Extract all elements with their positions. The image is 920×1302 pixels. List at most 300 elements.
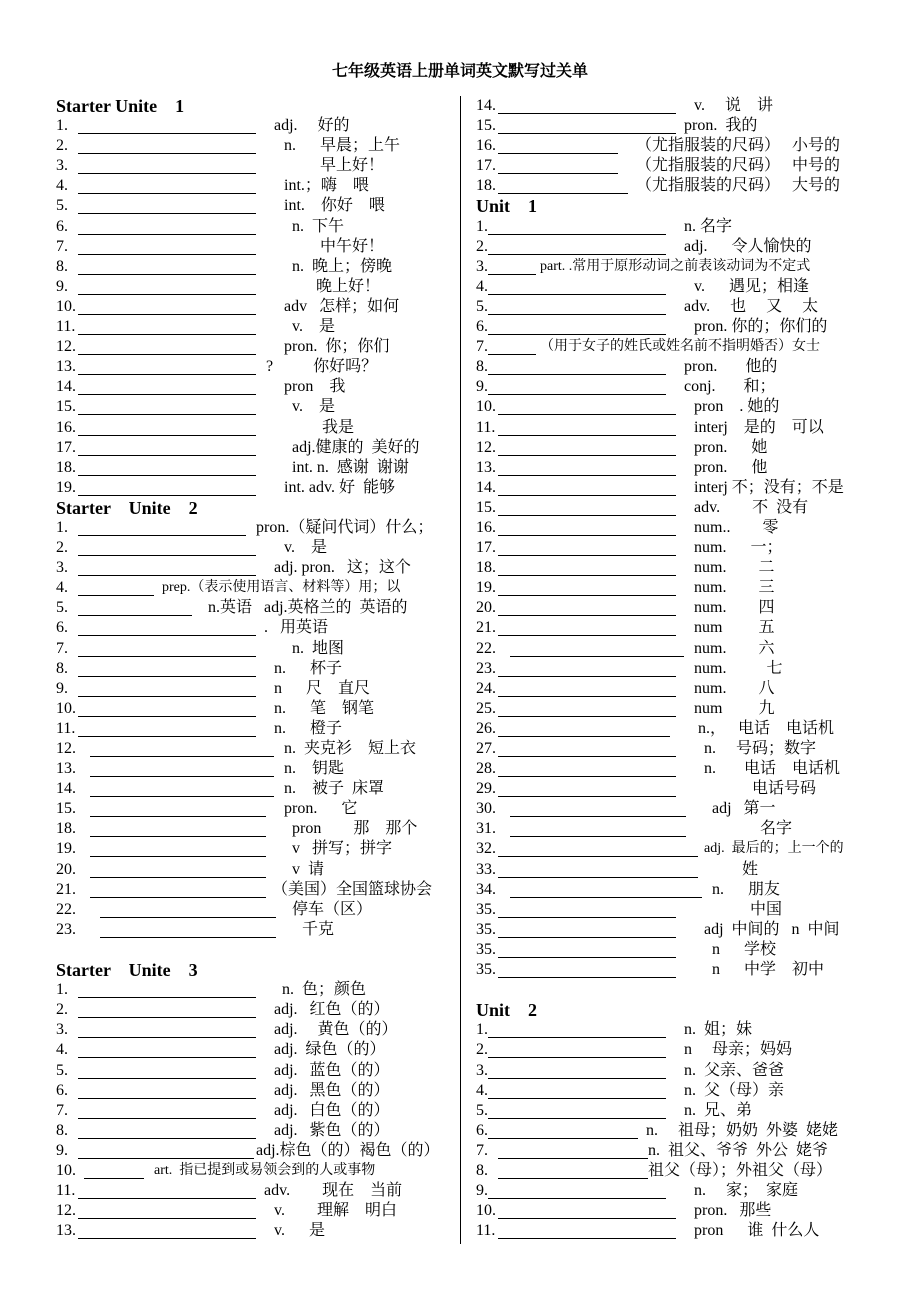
vocab-row bbox=[476, 538, 896, 558]
item-number: 10. bbox=[476, 398, 496, 416]
answer-blank[interactable] bbox=[84, 1164, 144, 1179]
answer-blank[interactable] bbox=[498, 99, 676, 114]
answer-blank[interactable] bbox=[90, 863, 266, 878]
answer-blank[interactable] bbox=[498, 159, 618, 174]
item-number: 4. bbox=[56, 177, 68, 195]
answer-blank[interactable] bbox=[510, 642, 684, 657]
answer-blank[interactable] bbox=[498, 1204, 676, 1219]
definition: n 母亲；妈妈 bbox=[684, 1041, 793, 1059]
definition: adj. 最后的；上一个的 bbox=[704, 841, 844, 857]
page-title: 七年级英语上册单词英文默写过关单 bbox=[331, 63, 588, 80]
answer-blank[interactable] bbox=[78, 1184, 256, 1199]
vocab-row bbox=[56, 478, 454, 498]
answer-blank[interactable] bbox=[78, 340, 256, 355]
answer-blank[interactable] bbox=[498, 119, 676, 134]
answer-blank[interactable] bbox=[78, 983, 256, 998]
definition: n. 祖母；奶奶 外婆 姥姥 bbox=[646, 1121, 839, 1139]
answer-blank[interactable] bbox=[78, 1064, 256, 1079]
answer-blank[interactable] bbox=[488, 240, 666, 255]
item-number: 12. bbox=[56, 1202, 76, 1220]
answer-blank[interactable] bbox=[498, 139, 618, 154]
item-number: 12. bbox=[56, 740, 76, 757]
item-number: 15. bbox=[476, 498, 496, 516]
section-spacer bbox=[476, 980, 896, 1000]
answer-blank[interactable] bbox=[78, 320, 256, 335]
answer-blank[interactable] bbox=[100, 923, 276, 938]
vocab-row bbox=[476, 679, 896, 699]
vocab-row bbox=[56, 1181, 454, 1201]
definition: pron.（疑问代词）什么； bbox=[256, 518, 434, 536]
vocab-row bbox=[476, 1061, 896, 1081]
vocab-row bbox=[56, 980, 454, 1000]
answer-blank[interactable] bbox=[498, 702, 676, 717]
answer-blank[interactable] bbox=[78, 561, 256, 576]
answer-blank[interactable] bbox=[100, 903, 276, 918]
answer-blank[interactable] bbox=[78, 1224, 256, 1239]
item-number: 7. bbox=[56, 639, 68, 657]
definition: num. 二 bbox=[694, 559, 775, 577]
vocab-row bbox=[56, 1040, 454, 1060]
item-number: 12. bbox=[56, 338, 76, 356]
definition: art. 指已提到或易领会到的人或事物 bbox=[154, 1162, 376, 1178]
definition: num. 四 bbox=[694, 599, 775, 617]
vocab-row bbox=[56, 839, 454, 859]
vocab-row bbox=[476, 237, 896, 257]
item-number: 3. bbox=[476, 1061, 488, 1079]
definition: adj. 蓝色（的） bbox=[274, 1061, 390, 1079]
answer-blank[interactable] bbox=[78, 682, 256, 697]
vocab-row bbox=[56, 458, 454, 478]
vocab-row bbox=[476, 418, 896, 438]
answer-blank[interactable] bbox=[90, 822, 266, 837]
answer-blank[interactable] bbox=[498, 762, 676, 777]
definition: adj. 白色（的） bbox=[274, 1101, 390, 1119]
answer-blank[interactable] bbox=[78, 601, 192, 616]
item-number: 16. bbox=[476, 137, 496, 155]
definition: v. 说 讲 bbox=[694, 97, 773, 114]
answer-blank[interactable] bbox=[510, 883, 702, 898]
item-number: 14. bbox=[476, 478, 496, 496]
definition: num 九 bbox=[694, 699, 775, 717]
answer-blank[interactable] bbox=[498, 421, 676, 436]
definition: num. 一； bbox=[694, 539, 783, 557]
answer-blank[interactable] bbox=[498, 863, 698, 878]
answer-blank[interactable] bbox=[78, 380, 256, 395]
definition: n. 橙子 bbox=[274, 719, 343, 737]
answer-blank[interactable] bbox=[498, 481, 676, 496]
answer-blank[interactable] bbox=[488, 220, 666, 235]
definition: n. 笔 钢笔 bbox=[274, 699, 375, 717]
definition: num.. 零 bbox=[694, 518, 779, 536]
answer-blank[interactable] bbox=[498, 461, 676, 476]
vocab-row bbox=[476, 880, 896, 900]
answer-blank[interactable] bbox=[498, 722, 670, 737]
vocab-row bbox=[476, 1101, 896, 1121]
definition: （尤指服装的尺码） 大号的 bbox=[636, 177, 841, 195]
definition: n 学校 bbox=[712, 940, 777, 958]
answer-blank[interactable] bbox=[78, 119, 256, 134]
answer-blank[interactable] bbox=[498, 621, 676, 636]
definition: n. 朋友 bbox=[712, 880, 781, 898]
answer-blank[interactable] bbox=[78, 1104, 256, 1119]
definition: pron. 你的；你们的 bbox=[694, 318, 828, 336]
item-number: 9. bbox=[56, 679, 68, 697]
answer-blank[interactable] bbox=[78, 441, 256, 456]
item-number: 20. bbox=[56, 860, 76, 878]
vocab-row bbox=[56, 116, 454, 136]
answer-blank[interactable] bbox=[488, 1124, 638, 1139]
vocab-row bbox=[56, 1161, 454, 1181]
vocab-row bbox=[56, 799, 454, 819]
definition: adj. 黑色（的） bbox=[274, 1081, 390, 1099]
definition: adj. pron. 这；这个 bbox=[274, 559, 411, 577]
definition: v. 理解 明白 bbox=[274, 1202, 397, 1220]
definition: n. 父（母）亲 bbox=[684, 1081, 785, 1099]
item-number: 9. bbox=[476, 1182, 488, 1200]
definition: part. .常用于原形动词之前表该动词为不定式 bbox=[540, 258, 811, 274]
definition: 晚上好！ bbox=[316, 277, 381, 295]
answer-blank[interactable] bbox=[78, 541, 256, 556]
answer-blank[interactable] bbox=[90, 762, 274, 777]
answer-blank[interactable] bbox=[78, 220, 256, 235]
vocab-row bbox=[56, 1141, 454, 1161]
definition: . 用英语 bbox=[264, 619, 329, 637]
definition: n. 家； 家庭 bbox=[694, 1182, 799, 1200]
vocab-row bbox=[56, 618, 454, 638]
vocab-row bbox=[476, 377, 896, 397]
item-number: 8. bbox=[476, 1161, 488, 1179]
vocab-row bbox=[56, 679, 454, 699]
answer-blank[interactable] bbox=[498, 501, 676, 516]
answer-blank[interactable] bbox=[488, 380, 666, 395]
item-number: 8. bbox=[56, 1121, 68, 1139]
item-number: 5. bbox=[476, 1101, 488, 1119]
item-number: 13. bbox=[56, 1222, 76, 1240]
vocab-row bbox=[56, 196, 454, 216]
definition: adj 第一 bbox=[712, 800, 776, 818]
item-number: 11. bbox=[476, 418, 496, 436]
vocab-row bbox=[56, 1061, 454, 1081]
answer-blank[interactable] bbox=[78, 1124, 256, 1139]
vocab-row bbox=[56, 297, 454, 317]
definition: v. 是 bbox=[292, 318, 335, 336]
answer-blank[interactable] bbox=[488, 1064, 666, 1079]
definition: v 请 bbox=[292, 860, 325, 878]
definition: num. 三 bbox=[694, 579, 775, 597]
vocab-row bbox=[476, 478, 896, 498]
answer-blank[interactable] bbox=[498, 581, 676, 596]
definition: conj. 和； bbox=[684, 378, 776, 396]
item-number: 33. bbox=[476, 860, 496, 878]
item-number: 7. bbox=[56, 1101, 68, 1119]
answer-blank[interactable] bbox=[498, 1144, 648, 1159]
answer-blank[interactable] bbox=[498, 943, 676, 958]
vocab-row bbox=[56, 277, 454, 297]
item-number: 18. bbox=[56, 458, 76, 476]
answer-blank[interactable] bbox=[488, 260, 536, 275]
answer-blank[interactable] bbox=[498, 742, 676, 757]
item-number: 11. bbox=[56, 719, 76, 737]
definition: adj.棕色（的）褐色（的） bbox=[256, 1141, 440, 1159]
definition: （尤指服装的尺码） 小号的 bbox=[636, 137, 841, 155]
vocab-row bbox=[476, 317, 896, 337]
answer-blank[interactable] bbox=[498, 400, 676, 415]
item-number: 3. bbox=[56, 559, 68, 577]
vocab-row bbox=[476, 357, 896, 377]
item-number: 5. bbox=[56, 599, 68, 617]
item-number: 21. bbox=[56, 880, 76, 898]
definition: n. 祖父、爷爷 外公 姥爷 bbox=[648, 1141, 829, 1159]
vocab-row bbox=[56, 397, 454, 417]
vocab-row bbox=[476, 819, 896, 839]
answer-blank[interactable] bbox=[498, 179, 628, 194]
answer-blank[interactable] bbox=[78, 1023, 256, 1038]
vocab-row bbox=[476, 96, 896, 116]
vocab-row bbox=[56, 578, 454, 598]
answer-blank[interactable] bbox=[78, 1043, 256, 1058]
item-number: 10. bbox=[56, 297, 76, 315]
item-number: 15. bbox=[56, 800, 76, 818]
definition: pron. 你；你们 bbox=[284, 338, 390, 356]
answer-blank[interactable] bbox=[78, 179, 256, 194]
section-heading: Unit 1 bbox=[476, 196, 538, 217]
answer-blank[interactable] bbox=[488, 320, 666, 335]
item-number: 17. bbox=[476, 157, 496, 175]
vocab-row bbox=[56, 237, 454, 257]
item-number: 25. bbox=[476, 699, 496, 717]
vocab-row bbox=[476, 438, 896, 458]
answer-blank[interactable] bbox=[78, 461, 256, 476]
answer-blank[interactable] bbox=[78, 581, 154, 596]
vocab-row bbox=[476, 217, 896, 237]
vocab-row bbox=[56, 257, 454, 277]
definition: 名字 bbox=[760, 820, 793, 838]
definition: pron. 他的 bbox=[684, 358, 778, 376]
definition: 停车（区） bbox=[292, 900, 373, 918]
answer-blank[interactable] bbox=[78, 1204, 256, 1219]
answer-blank[interactable] bbox=[498, 842, 698, 857]
vocab-row bbox=[56, 920, 454, 940]
definition: prep.（表示使用语言、材料等）用；以 bbox=[162, 580, 401, 596]
item-number: 2. bbox=[476, 237, 488, 255]
answer-blank[interactable] bbox=[90, 883, 266, 898]
answer-blank[interactable] bbox=[498, 441, 676, 456]
item-number: 11. bbox=[56, 1182, 76, 1200]
item-number: 5. bbox=[56, 197, 68, 215]
item-number: 11. bbox=[56, 318, 76, 336]
definition: pron . 她的 bbox=[694, 398, 780, 416]
answer-blank[interactable] bbox=[78, 702, 256, 717]
item-number: 6. bbox=[476, 318, 488, 336]
definition: 千克 bbox=[302, 920, 335, 938]
vocab-row bbox=[476, 277, 896, 297]
answer-blank[interactable] bbox=[510, 802, 686, 817]
answer-blank[interactable] bbox=[78, 240, 256, 255]
vocab-row bbox=[56, 819, 454, 839]
item-number: 27. bbox=[476, 740, 496, 757]
answer-blank[interactable] bbox=[498, 561, 676, 576]
answer-blank[interactable] bbox=[498, 1224, 676, 1239]
definition: int. adv. 好 能够 bbox=[284, 478, 395, 496]
answer-blank[interactable] bbox=[78, 662, 256, 677]
item-number: 9. bbox=[476, 378, 488, 396]
answer-blank[interactable] bbox=[78, 481, 256, 496]
answer-blank[interactable] bbox=[498, 923, 676, 938]
definition: pron 谁 什么人 bbox=[694, 1222, 820, 1240]
definition: n. 下午 bbox=[292, 217, 345, 235]
item-number: 19. bbox=[476, 579, 496, 597]
item-number: 13. bbox=[56, 358, 76, 376]
answer-blank[interactable] bbox=[78, 421, 256, 436]
answer-blank[interactable] bbox=[488, 1184, 666, 1199]
item-number: 20. bbox=[476, 599, 496, 617]
answer-blank[interactable] bbox=[90, 742, 274, 757]
vocab-row bbox=[476, 458, 896, 478]
vocab-row bbox=[476, 799, 896, 819]
definition: adj.健康的 美好的 bbox=[292, 438, 420, 456]
vocab-row bbox=[476, 659, 896, 679]
answer-blank[interactable] bbox=[78, 159, 256, 174]
definition: n. 电话 电话机 bbox=[704, 760, 841, 778]
definition: n. 父亲、爸爸 bbox=[684, 1061, 785, 1079]
vocab-row bbox=[56, 438, 454, 458]
definition: ? 你好吗？ bbox=[266, 358, 378, 376]
answer-blank[interactable] bbox=[78, 280, 256, 295]
item-number: 10. bbox=[476, 1202, 496, 1220]
item-number: 6. bbox=[56, 217, 68, 235]
answer-blank[interactable] bbox=[488, 360, 666, 375]
vocab-row bbox=[476, 1141, 896, 1161]
vocab-row bbox=[476, 699, 896, 719]
definition: adv 怎样；如何 bbox=[284, 297, 400, 315]
item-number: 28. bbox=[476, 760, 496, 778]
answer-blank[interactable] bbox=[488, 340, 536, 355]
definition: pron. 他 bbox=[694, 458, 768, 476]
vocab-row bbox=[56, 357, 454, 377]
item-number: 22. bbox=[56, 900, 76, 918]
vocab-row bbox=[476, 900, 896, 920]
definition: adj. 红色（的） bbox=[274, 1001, 390, 1019]
vocab-row bbox=[476, 1221, 896, 1241]
item-number: 35. bbox=[476, 920, 496, 938]
definition: num. 六 bbox=[694, 639, 775, 657]
answer-blank[interactable] bbox=[510, 822, 686, 837]
item-number: 18. bbox=[476, 559, 496, 577]
item-number: 14. bbox=[56, 780, 76, 798]
answer-blank[interactable] bbox=[78, 300, 256, 315]
answer-blank[interactable] bbox=[498, 601, 676, 616]
answer-blank[interactable] bbox=[488, 1104, 666, 1119]
item-number: 6. bbox=[56, 1081, 68, 1099]
item-number: 35. bbox=[476, 961, 496, 979]
answer-blank[interactable] bbox=[78, 722, 256, 737]
answer-blank[interactable] bbox=[488, 280, 666, 295]
definition: interj 不；没有；不是 bbox=[694, 478, 844, 496]
answer-blank[interactable] bbox=[498, 903, 676, 918]
vocab-row bbox=[56, 598, 454, 618]
definition: v. 遇见；相逢 bbox=[694, 277, 809, 295]
item-number: 6. bbox=[56, 619, 68, 637]
definition: adj 中间的 n 中间 bbox=[704, 920, 840, 938]
item-number: 32. bbox=[476, 840, 496, 858]
answer-blank[interactable] bbox=[488, 1084, 666, 1099]
item-number: 17. bbox=[476, 539, 496, 557]
vocab-row bbox=[56, 880, 454, 900]
answer-blank[interactable] bbox=[78, 199, 256, 214]
item-number: 35. bbox=[476, 940, 496, 958]
item-number: 7. bbox=[476, 338, 488, 356]
vocab-row bbox=[476, 1020, 896, 1040]
vocab-row bbox=[56, 1020, 454, 1040]
answer-blank[interactable] bbox=[498, 782, 676, 797]
vocab-row bbox=[476, 839, 896, 859]
section-heading: Starter Unite 2 bbox=[56, 497, 198, 518]
definition: num. 八 bbox=[694, 679, 775, 697]
definition: n. 早晨；上午 bbox=[284, 137, 401, 155]
item-number: 11. bbox=[476, 1222, 496, 1240]
answer-blank[interactable] bbox=[78, 642, 256, 657]
answer-blank[interactable] bbox=[498, 662, 676, 677]
answer-blank[interactable] bbox=[498, 682, 676, 697]
vocab-row bbox=[56, 860, 454, 880]
answer-blank[interactable] bbox=[498, 1164, 648, 1179]
definition: adj. 紫色（的） bbox=[274, 1121, 390, 1139]
answer-blank[interactable] bbox=[90, 782, 274, 797]
answer-blank[interactable] bbox=[488, 300, 666, 315]
answer-blank[interactable] bbox=[488, 1043, 666, 1058]
item-number: 4. bbox=[56, 579, 68, 597]
definition: n 尺 直尺 bbox=[274, 679, 371, 697]
answer-blank[interactable] bbox=[488, 1023, 666, 1038]
item-number: 3. bbox=[56, 1021, 68, 1039]
answer-blank[interactable] bbox=[90, 842, 266, 857]
answer-blank[interactable] bbox=[498, 963, 676, 978]
item-number: 1. bbox=[56, 518, 68, 536]
definition: pron 我 bbox=[284, 378, 346, 396]
vocab-row bbox=[56, 699, 454, 719]
vocab-row bbox=[56, 1101, 454, 1121]
item-number: 4. bbox=[476, 277, 488, 295]
answer-blank[interactable] bbox=[78, 139, 256, 154]
definition: 祖父（母）；外祖父（母） bbox=[648, 1161, 833, 1179]
section-spacer bbox=[56, 940, 454, 960]
answer-blank[interactable] bbox=[78, 1003, 256, 1018]
answer-blank[interactable] bbox=[78, 360, 256, 375]
item-number: 3. bbox=[56, 157, 68, 175]
item-number: 22. bbox=[476, 639, 496, 657]
answer-blank[interactable] bbox=[78, 1144, 254, 1159]
item-number: 8. bbox=[56, 659, 68, 677]
answer-blank[interactable] bbox=[498, 521, 676, 536]
item-number: 10. bbox=[56, 1161, 76, 1179]
vocab-row bbox=[476, 960, 896, 980]
vocab-row bbox=[56, 337, 454, 357]
vocab-row bbox=[476, 1081, 896, 1101]
answer-blank[interactable] bbox=[90, 802, 266, 817]
answer-blank[interactable] bbox=[78, 521, 246, 536]
answer-blank[interactable] bbox=[78, 260, 256, 275]
definition: v. 是 bbox=[284, 539, 327, 557]
answer-blank[interactable] bbox=[78, 1084, 256, 1099]
vocab-row bbox=[56, 1201, 454, 1221]
answer-blank[interactable] bbox=[498, 541, 676, 556]
vocab-row bbox=[56, 418, 454, 438]
item-number: 8. bbox=[476, 358, 488, 376]
item-number: 18. bbox=[56, 820, 76, 838]
answer-blank[interactable] bbox=[78, 621, 256, 636]
answer-blank[interactable] bbox=[78, 400, 256, 415]
definition: （美国）全国篮球协会 bbox=[272, 880, 433, 898]
